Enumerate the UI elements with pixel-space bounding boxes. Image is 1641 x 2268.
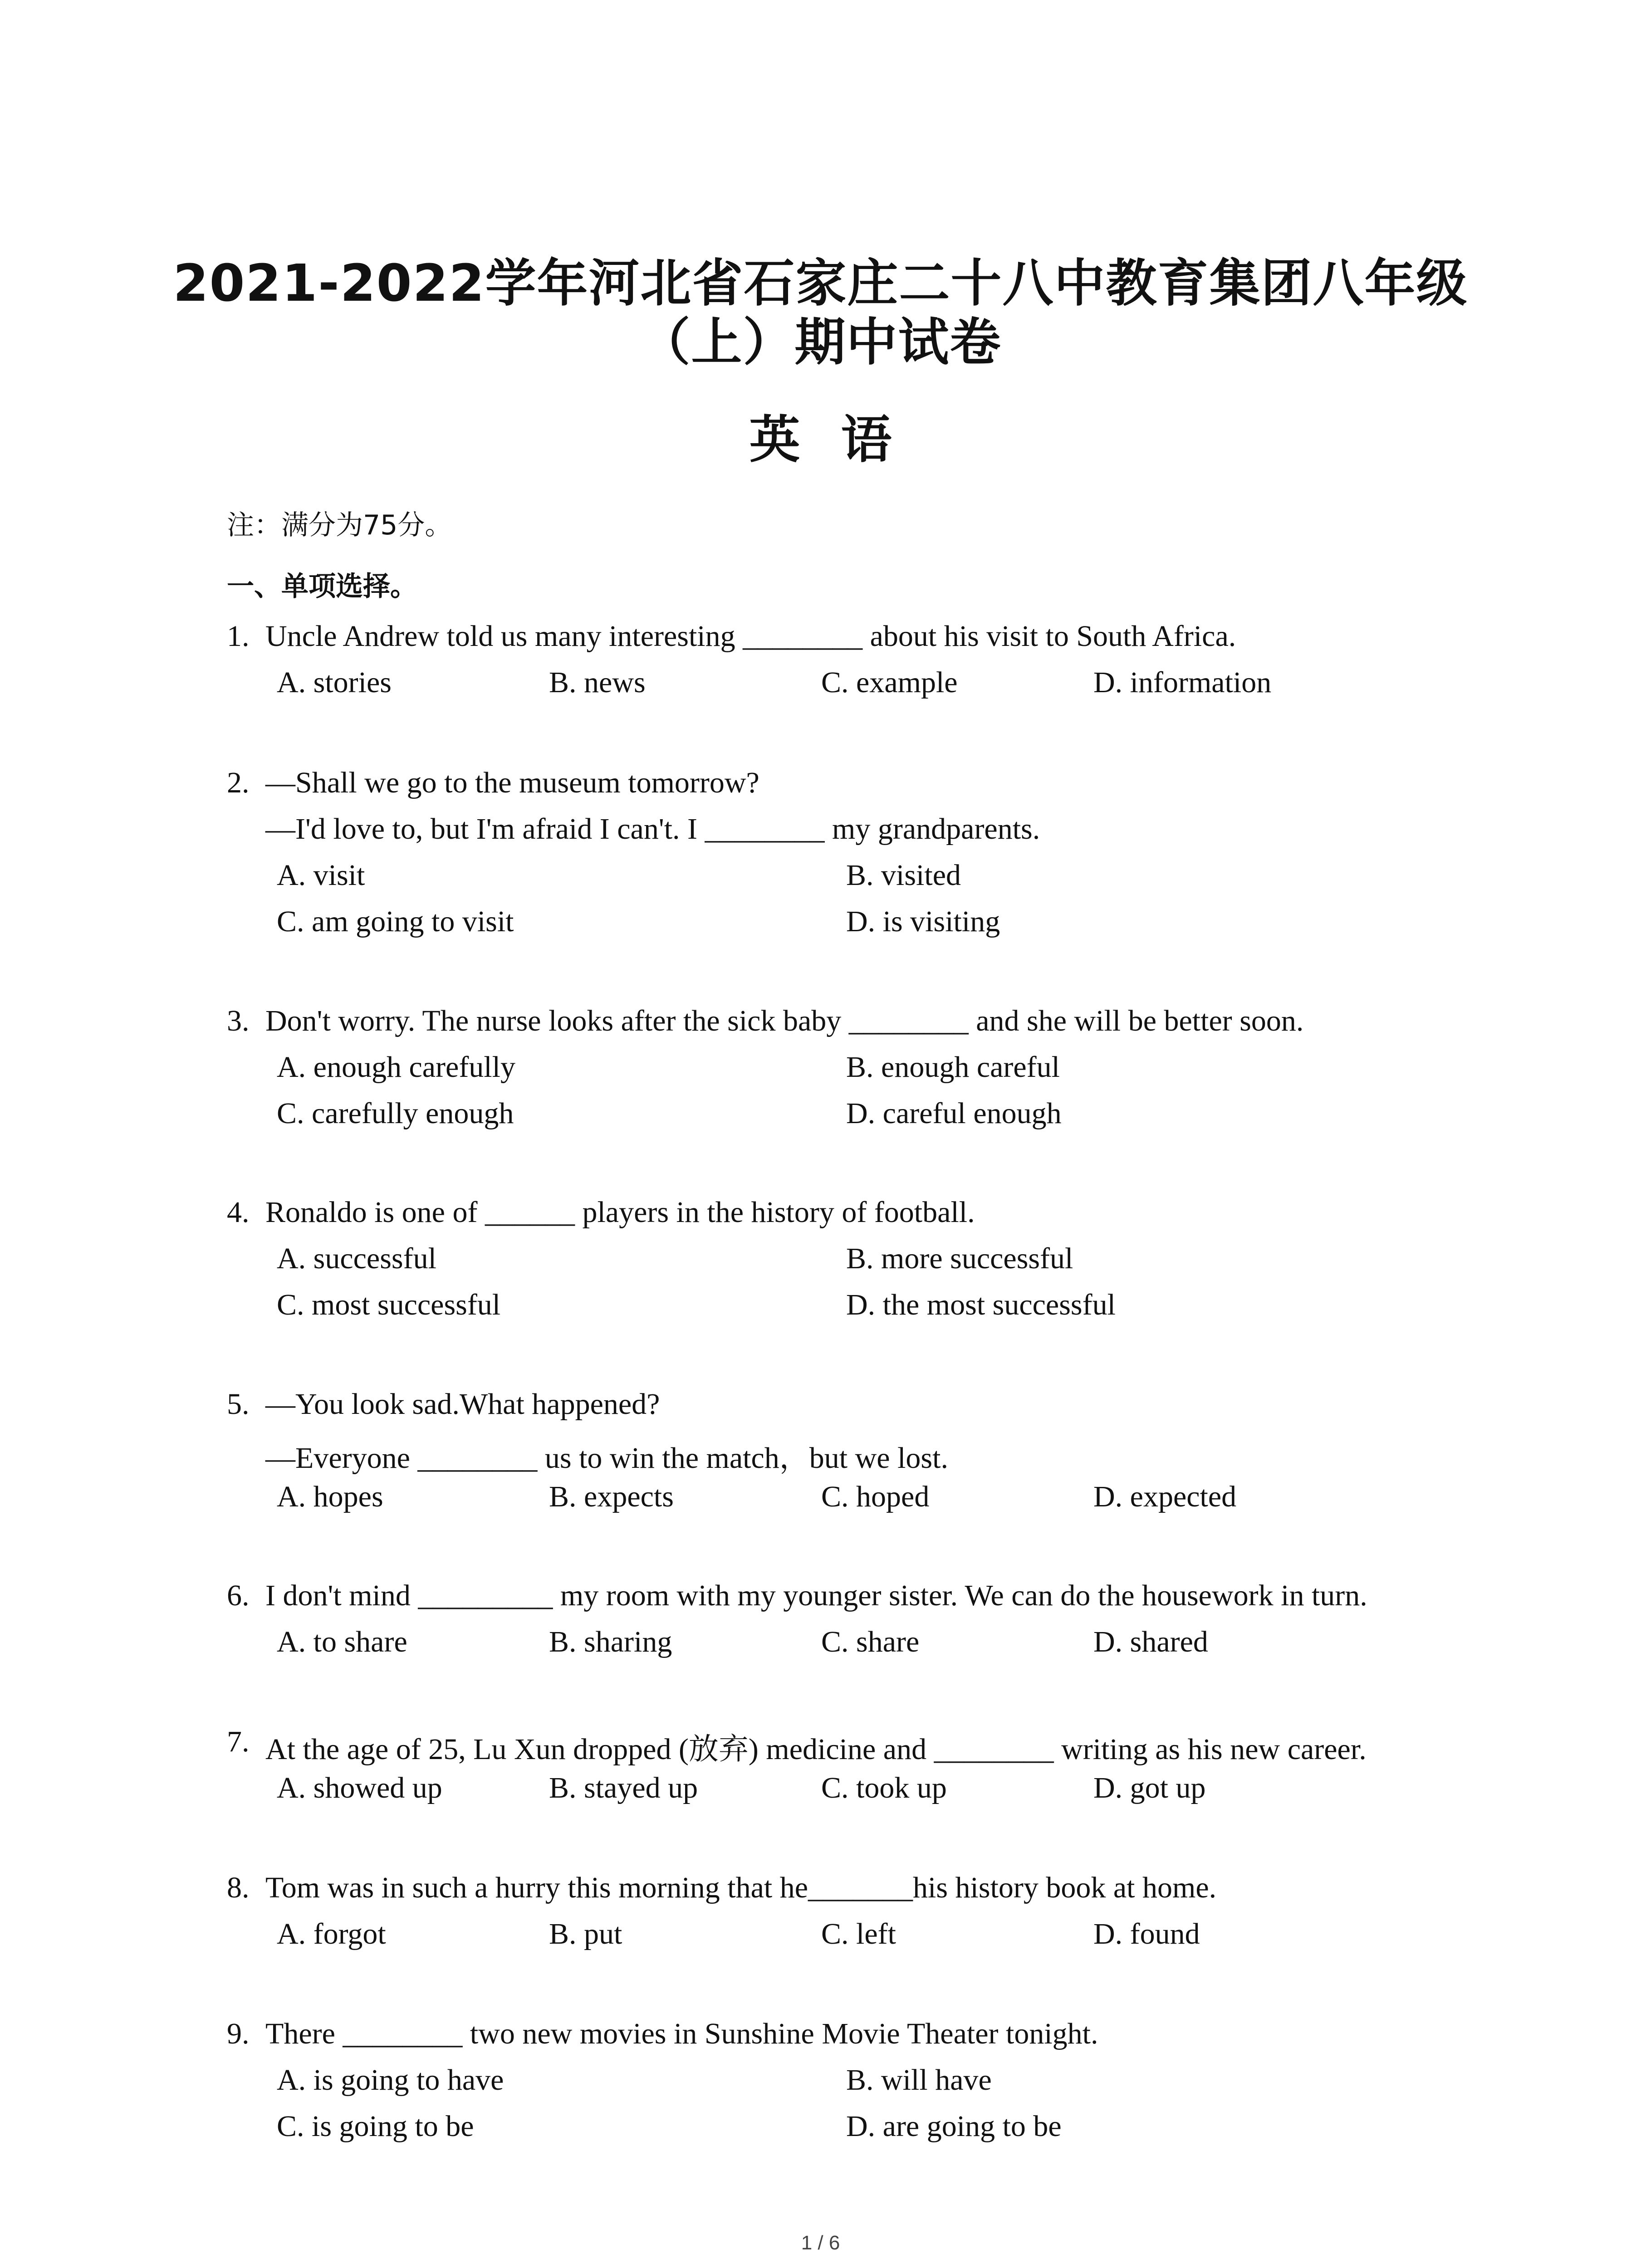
question-number: 7. [227,1725,250,1758]
option-c[interactable]: C. hoped [821,1480,930,1513]
option-b[interactable]: B. stayed up [549,1771,698,1804]
subject-heading: 英语 [749,411,933,469]
option-b[interactable]: B. news [549,666,646,699]
question-number: 6. [227,1579,250,1612]
option-d[interactable]: D. the most successful [846,1288,1116,1321]
option-a[interactable]: A. enough carefully [277,1051,515,1084]
section-title: 一、单项选择。 [227,571,417,602]
page-number: 1 / 6 [801,2232,840,2254]
option-d[interactable]: D. is visiting [846,905,1000,938]
question-number: 4. [227,1196,250,1229]
question-stem: Don't worry. The nurse looks after the sick baby ________ and she will be better soon. [265,1004,1304,1037]
option-a[interactable]: A. hopes [277,1480,383,1513]
question-stem: I don't mind _________ my room with my younger sister. We can do the housework in turn. [265,1579,1367,1612]
question-number: 1. [227,620,250,653]
option-c[interactable]: C. is going to be [277,2110,474,2143]
option-c[interactable]: C. am going to visit [277,905,514,938]
option-c[interactable]: C. share [821,1625,920,1658]
question-stem-line2: —Everyone ________ us to win the match，but we lost. [265,1442,948,1475]
option-a[interactable]: A. showed up [277,1771,442,1804]
question-stem: —You look sad.What happened? [265,1388,660,1421]
option-c[interactable]: C. example [821,666,958,699]
option-d[interactable]: D. shared [1093,1625,1208,1658]
question-stem: Tom was in such a hurry this morning that he_______his history book at home. [265,1871,1217,1904]
option-a[interactable]: A. to share [277,1625,407,1658]
question-number: 5. [227,1388,250,1421]
option-a[interactable]: A. forgot [277,1917,386,1950]
option-b[interactable]: B. put [549,1917,622,1950]
option-a[interactable]: A. visit [277,859,365,892]
exam-title-line1: 2021-2022学年河北省石家庄二十八中教育集团八年级 [173,254,1468,313]
option-d[interactable]: D. are going to be [846,2110,1062,2143]
option-c[interactable]: C. most successful [277,1288,501,1321]
question-stem-line2: —I'd love to, but I'm afraid I can't. I ________ my grandparents. [265,812,1040,846]
option-c[interactable]: C. took up [821,1771,947,1804]
question-stem: Ronaldo is one of ______ players in the history of football. [265,1196,975,1229]
question-number: 9. [227,2017,250,2050]
option-b[interactable]: B. enough careful [846,1051,1060,1084]
option-d[interactable]: D. careful enough [846,1097,1062,1130]
option-b[interactable]: B. more successful [846,1242,1073,1275]
option-a[interactable]: A. is going to have [277,2063,504,2097]
question-stem: There ________ two new movies in Sunshine Movie Theater tonight. [265,2017,1098,2050]
option-a[interactable]: A. successful [277,1242,436,1275]
option-c[interactable]: C. left [821,1917,896,1950]
option-b[interactable]: B. expects [549,1480,674,1513]
option-c[interactable]: C. carefully enough [277,1097,514,1130]
option-b[interactable]: B. will have [846,2063,992,2097]
option-b[interactable]: B. sharing [549,1625,672,1658]
question-number: 3. [227,1004,250,1037]
option-b[interactable]: B. visited [846,859,961,892]
exam-title-line2: （上）期中试卷 [639,313,1002,372]
option-d[interactable]: D. information [1093,666,1272,699]
score-note: 注：满分为75分。 [227,509,452,541]
option-a[interactable]: A. stories [277,666,392,699]
question-stem: Uncle Andrew told us many interesting ________ about his visit to South Africa. [265,620,1236,653]
question-stem: At the age of 25, Lu Xun dropped (放弃) medicine and ________ writing as his new career. [265,1733,1367,1766]
question-stem: —Shall we go to the museum tomorrow? [265,766,759,799]
option-d[interactable]: D. found [1093,1917,1200,1950]
question-number: 8. [227,1871,250,1904]
option-d[interactable]: D. got up [1093,1771,1206,1804]
option-d[interactable]: D. expected [1093,1480,1237,1513]
question-number: 2. [227,766,250,799]
